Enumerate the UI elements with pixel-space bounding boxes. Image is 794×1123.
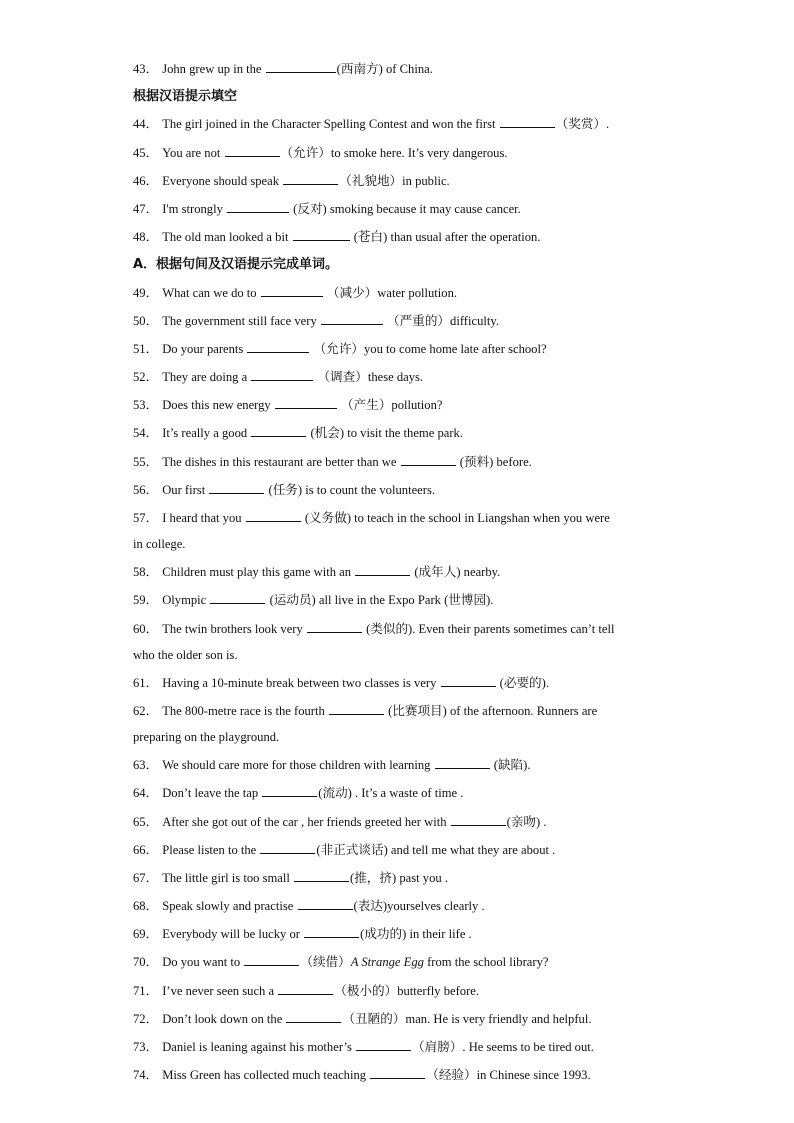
answer-blank[interactable] [298, 897, 353, 910]
question-text: The twin brothers look very [162, 621, 306, 636]
answer-blank[interactable] [307, 620, 362, 633]
question-number: 60． [133, 621, 159, 636]
question-continuation: preparing on the playground. [133, 729, 280, 744]
question-hint-text: （奖赏）. [555, 117, 610, 132]
question-text: Daniel is leaning against his mother’s [162, 1040, 356, 1054]
question-item [133, 702, 663, 746]
question-number: 50． [133, 313, 159, 328]
question-text: The little girl is too small [162, 870, 294, 885]
answer-blank[interactable] [247, 340, 309, 353]
question-item [133, 453, 663, 471]
worksheet-page [133, 60, 663, 1094]
question-line [133, 228, 663, 246]
question-line [133, 982, 663, 1000]
question-line [133, 620, 663, 638]
question-text: The old man looked a bit [162, 230, 292, 245]
question-line [133, 368, 663, 386]
answer-blank[interactable] [262, 784, 317, 797]
question-hint-text: (苍白) than usual after the operation. [350, 230, 541, 245]
question-item [133, 591, 663, 609]
question-item [133, 312, 663, 330]
question-number: 70． [133, 955, 159, 970]
question-hint-text: （礼貌地）in public. [339, 173, 450, 188]
question-number: 52． [133, 370, 159, 385]
question-hint-text: （丑陋的）man. He is very friendly and helpful. [342, 1011, 592, 1026]
question-number: 43． [133, 62, 159, 76]
answer-blank[interactable] [210, 591, 265, 604]
question-hint-text: （调查）these days. [314, 370, 424, 385]
question-item [133, 563, 663, 581]
question-number: 48． [133, 230, 159, 245]
question-line [133, 453, 663, 471]
answer-blank[interactable] [266, 60, 336, 73]
question-number: 45． [133, 145, 159, 160]
question-text: Having a 10-minute break between two classes is very [162, 675, 440, 690]
question-number: 72． [133, 1011, 159, 1026]
question-item [133, 172, 663, 190]
question-item [133, 869, 663, 887]
question-text: We should care more for those children with learning [162, 758, 434, 773]
question-text: Miss Green has collected much teaching [162, 1068, 370, 1083]
question-text: John grew up in the [162, 62, 265, 76]
question-text: The dishes in this restaurant are better than we [162, 454, 400, 469]
question-number: 64． [133, 786, 159, 801]
question-hint-text: （极小的）butterfly before. [334, 983, 480, 998]
question-hint-text: (反对) smoking because it may cause cancer. [290, 201, 521, 216]
question-text: The government still face very [162, 313, 320, 328]
question-number: 58． [133, 565, 159, 580]
answer-blank[interactable] [500, 115, 555, 128]
question-item [133, 481, 663, 499]
question-text: Please listen to the [162, 842, 260, 857]
question-number: 65． [133, 814, 159, 829]
question-line [133, 424, 663, 442]
question-text: After she got out of the car , her friends greeted her with [162, 814, 450, 829]
answer-blank[interactable] [304, 925, 359, 938]
answer-blank[interactable] [227, 200, 289, 213]
answer-blank[interactable] [370, 1066, 425, 1079]
question-line [133, 1066, 663, 1084]
question-item [133, 60, 663, 78]
question-text: I’ve never seen such a [162, 983, 278, 998]
question-item [133, 953, 663, 971]
question-item [133, 396, 663, 414]
question-text: Children must play this game with an [162, 565, 355, 580]
question-hint-text: (非正式谈话) and tell me what they are about . [316, 842, 556, 857]
question-item [133, 1010, 663, 1028]
question-line [133, 925, 663, 943]
question-line [133, 897, 663, 915]
question-hint-text: （允许）you to come home late after school? [310, 341, 547, 356]
question-line [133, 1010, 663, 1028]
question-item [133, 284, 663, 302]
question-text: Olympic [162, 593, 210, 608]
question-text: The 800-metre race is the fourth [162, 703, 328, 718]
question-line [133, 702, 663, 720]
question-number: 62． [133, 703, 159, 718]
question-hint-text: (推，挤) past you . [350, 870, 448, 885]
answer-blank[interactable] [275, 396, 337, 409]
question-hint-text: （允许）to smoke here. It’s very dangerous. [280, 145, 508, 160]
question-hint-text: （续借） [300, 955, 351, 970]
question-line [133, 841, 663, 859]
answer-blank[interactable] [441, 674, 496, 687]
question-line [133, 953, 663, 971]
question-hint-text: (表达)yourselves clearly . [353, 899, 485, 914]
question-number: 44． [133, 117, 159, 132]
question-text: The girl joined in the Character Spelling Contest and won the first [162, 117, 499, 132]
question-number: 47． [133, 201, 159, 216]
question-line [133, 784, 663, 802]
question-number: 46． [133, 173, 159, 188]
answer-blank[interactable] [278, 982, 333, 995]
answer-blank[interactable] [329, 702, 384, 715]
question-text: Don’t look down on the [162, 1011, 286, 1026]
question-item [133, 784, 663, 802]
question-number: 57． [133, 511, 159, 525]
question-number: 69． [133, 927, 159, 942]
question-item [133, 982, 663, 1000]
question-text: Do you want to [162, 955, 244, 970]
question-line [133, 284, 663, 302]
answer-blank[interactable] [356, 1038, 411, 1051]
question-text: Does this new energy [162, 398, 274, 413]
question-number: 59． [133, 593, 159, 608]
answer-blank[interactable] [246, 509, 301, 522]
answer-blank[interactable] [294, 869, 349, 882]
answer-blank[interactable] [283, 172, 338, 185]
question-number: 74． [133, 1068, 159, 1083]
answer-blank[interactable] [321, 312, 383, 325]
question-number: 56． [133, 482, 159, 497]
question-number: 66． [133, 842, 159, 857]
question-continuation: in college. [133, 537, 186, 551]
question-text: What can we do to [162, 285, 260, 300]
question-line [133, 674, 663, 692]
question-line [133, 172, 663, 190]
question-hint-text: （严重的）difficulty. [383, 313, 499, 328]
question-hint-text: （产生）pollution? [337, 398, 443, 413]
question-hint-text: (义务做) to teach in the school in Liangshan when you were [301, 511, 610, 525]
question-number: 68． [133, 899, 159, 914]
question-hint-text: （经验）in Chinese since 1993. [426, 1068, 591, 1083]
answer-blank[interactable] [401, 453, 456, 466]
question-hint-text: (流动) . It’s a waste of time . [318, 786, 464, 801]
question-item [133, 340, 663, 358]
question-hint-text: (亲吻) . [506, 814, 547, 829]
answer-blank[interactable] [286, 1010, 341, 1023]
question-number: 71． [133, 983, 159, 998]
answer-blank[interactable] [451, 813, 506, 826]
question-item [133, 509, 663, 553]
question-number: 55． [133, 454, 159, 469]
question-number: 53． [133, 398, 159, 413]
question-line [133, 200, 663, 218]
question-number: 73． [133, 1040, 159, 1054]
question-hint-text: (必要的). [496, 675, 549, 690]
question-item [133, 1038, 663, 1056]
question-line [133, 312, 663, 330]
question-hint-text: (预料) before. [456, 454, 532, 469]
question-item [133, 813, 663, 831]
question-line [133, 60, 663, 78]
question-text: Everyone should speak [162, 173, 283, 188]
question-text: You are not [162, 145, 224, 160]
answer-blank[interactable] [260, 841, 315, 854]
question-item [133, 228, 663, 246]
question-hint-text: (类似的). Even their parents sometimes can’t tell [362, 621, 615, 636]
question-line [133, 481, 663, 499]
question-item [133, 368, 663, 386]
answer-blank[interactable] [293, 228, 350, 241]
question-text: Everybody will be lucky or [162, 927, 304, 942]
question-line [133, 144, 663, 162]
question-line [133, 563, 663, 581]
question-text: Do your parents [162, 341, 247, 356]
question-item [133, 897, 663, 915]
question-hint-text: (比赛项目) of the afternoon. Runners are [384, 703, 598, 718]
question-item [133, 674, 663, 692]
question-item [133, 620, 663, 664]
question-hint-text: (任务) is to count the volunteers. [265, 482, 435, 497]
question-text: Speak slowly and practise [162, 899, 297, 914]
section-heading: 根据汉语提示填空 [133, 89, 238, 105]
section-heading: A．根据句间及汉语提示完成单词。 [133, 257, 339, 273]
question-number: 51． [133, 341, 159, 356]
question-line [133, 591, 663, 609]
question-text: They are doing a [162, 370, 251, 385]
question-hint-text: (缺陷). [490, 758, 531, 773]
question-number: 67． [133, 870, 159, 885]
answer-blank[interactable] [261, 284, 323, 297]
answer-blank[interactable] [225, 144, 280, 157]
question-text: Don’t leave the tap [162, 786, 262, 801]
question-hint-text: (运动员) all live in the Expo Park (世博园). [266, 593, 494, 608]
question-hint-text: (西南方) of China. [336, 62, 433, 76]
question-text: I'm strongly [162, 201, 227, 216]
question-line [133, 396, 663, 414]
question-number: 54． [133, 426, 159, 441]
question-text: I heard that you [162, 511, 245, 525]
answer-blank[interactable] [435, 756, 490, 769]
question-item [133, 925, 663, 943]
question-item [133, 841, 663, 859]
question-line [133, 1038, 663, 1056]
question-hint-text: （减少）water pollution. [323, 285, 458, 300]
question-line [133, 869, 663, 887]
question-hint-text: （肩膀）. He seems to be tired out. [412, 1040, 594, 1054]
question-text: It’s really a good [162, 426, 251, 441]
question-item [133, 144, 663, 162]
answer-blank[interactable] [355, 563, 410, 576]
question-item [133, 1066, 663, 1084]
question-item [133, 424, 663, 442]
question-number: 61． [133, 675, 159, 690]
question-line [133, 340, 663, 358]
answer-blank[interactable] [251, 424, 306, 437]
question-item [133, 756, 663, 774]
question-hint-text: (机会) to visit the theme park. [307, 426, 463, 441]
question-number: 63． [133, 758, 159, 773]
question-hint-text: (成功的) in their life . [360, 927, 472, 942]
question-line [133, 509, 663, 527]
question-text-end: from the school library? [423, 955, 549, 970]
answer-blank[interactable] [244, 953, 299, 966]
answer-blank[interactable] [251, 368, 313, 381]
question-item [133, 200, 663, 218]
question-hint-text: (成年人) nearby. [411, 565, 501, 580]
question-text: Our first [162, 482, 209, 497]
question-line [133, 115, 663, 133]
question-line [133, 756, 663, 774]
question-continuation: who the older son is. [133, 647, 238, 662]
book-title: A Strange Egg [350, 955, 424, 970]
question-number: 49． [133, 285, 159, 300]
question-line [133, 813, 663, 831]
answer-blank[interactable] [209, 481, 264, 494]
question-item [133, 115, 663, 133]
